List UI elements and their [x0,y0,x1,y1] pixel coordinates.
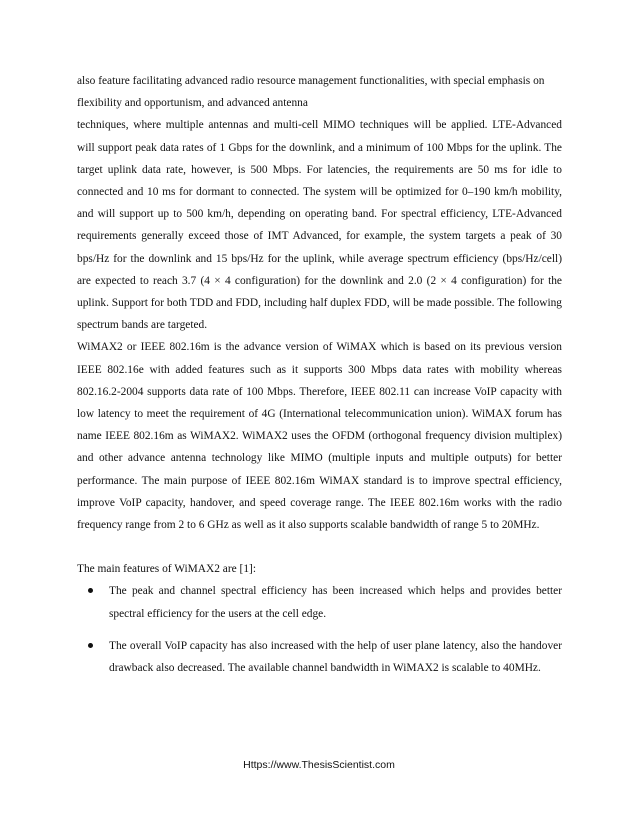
feature-text: The peak and channel spectral efficiency has been increased which helps and provides better spectral efficiency for the users at the cell edge. [109,585,562,620]
document-page [77,70,562,689]
footer-url: Https://www.ThesisScientist.com [243,759,395,771]
bullet-icon [88,588,93,593]
paragraph-wimax2: WiMAX2 or IEEE 802.16m is the advance version of WiMAX which is based on its previous version IEEE 802.16e with added features such as it supports 300 Mbps data rates with mobility whereas 802.16.2-2004 supports data rate of 100 Mbps. Therefore, IEEE 802.11 can increase VoIP capacity with low latency to meet the requirement of 4G (International telecommunication union). WiMAX forum has name IEEE 802.16m as WiMAX2. WiMAX2 uses the OFDM (orthogonal frequency division multiplex) and other advance antenna technology like MIMO (multiple inputs and multiple outputs) for better performance. The main purpose of IEEE 802.16m WiMAX standard is to improve spectral efficiency, improve VoIP capacity, handover, and speed coverage range. The IEEE 802.16m works with the radio frequency range from 2 to 6 GHz as well as it also supports scalable bandwidth of range 5 to 20MHz. [77,341,562,532]
list-item [77,635,562,679]
features-list [77,580,562,679]
list-item [77,580,562,624]
bullet-icon [88,643,93,648]
paragraph-lte-advanced: techniques, where multiple antennas and multi-cell MIMO techniques will be applied. LTE-Advanced will support peak data rates of 1 Gbps for the downlink, and a minimum of 100 Mbps for the uplink. The target uplink data rate, however, is 500 Mbps. For latencies, the requirements are 50 ms for idle to connected and 10 ms for dormant to connected. The system will be optimized for 0–190 km/h mobility, and will support up to 500 km/h, depending on operating band. For spectral efficiency, LTE-Advanced requirements generally exceed those of IMT Advanced, for example, the system targets a peak of 30 bps/Hz for the downlink and 15 bps/Hz for the uplink, while average spectrum efficiency (bps/Hz/cell) are expected to reach 3.7 (4 × 4 configuration) for the downlink and 2.0 (2 × 4 configuration) for the uplink. Support for both TDD and FDD, including half duplex FDD, will be made possible. The following spectrum bands are targeted. [77,119,562,332]
paragraph-continuation: also feature facilitating advanced radio resource management functionalities, with special emphasis on flexibility and opportunism, and advanced antenna [77,75,545,110]
paragraph-gap [77,536,562,558]
features-intro: The main features of WiMAX2 are [1]: [77,563,256,576]
feature-text: The overall VoIP capacity has also increased with the help of user plane latency, also the handover drawback also decreased. The available channel bandwidth in WiMAX2 is scalable to 40MHz. [109,639,562,675]
